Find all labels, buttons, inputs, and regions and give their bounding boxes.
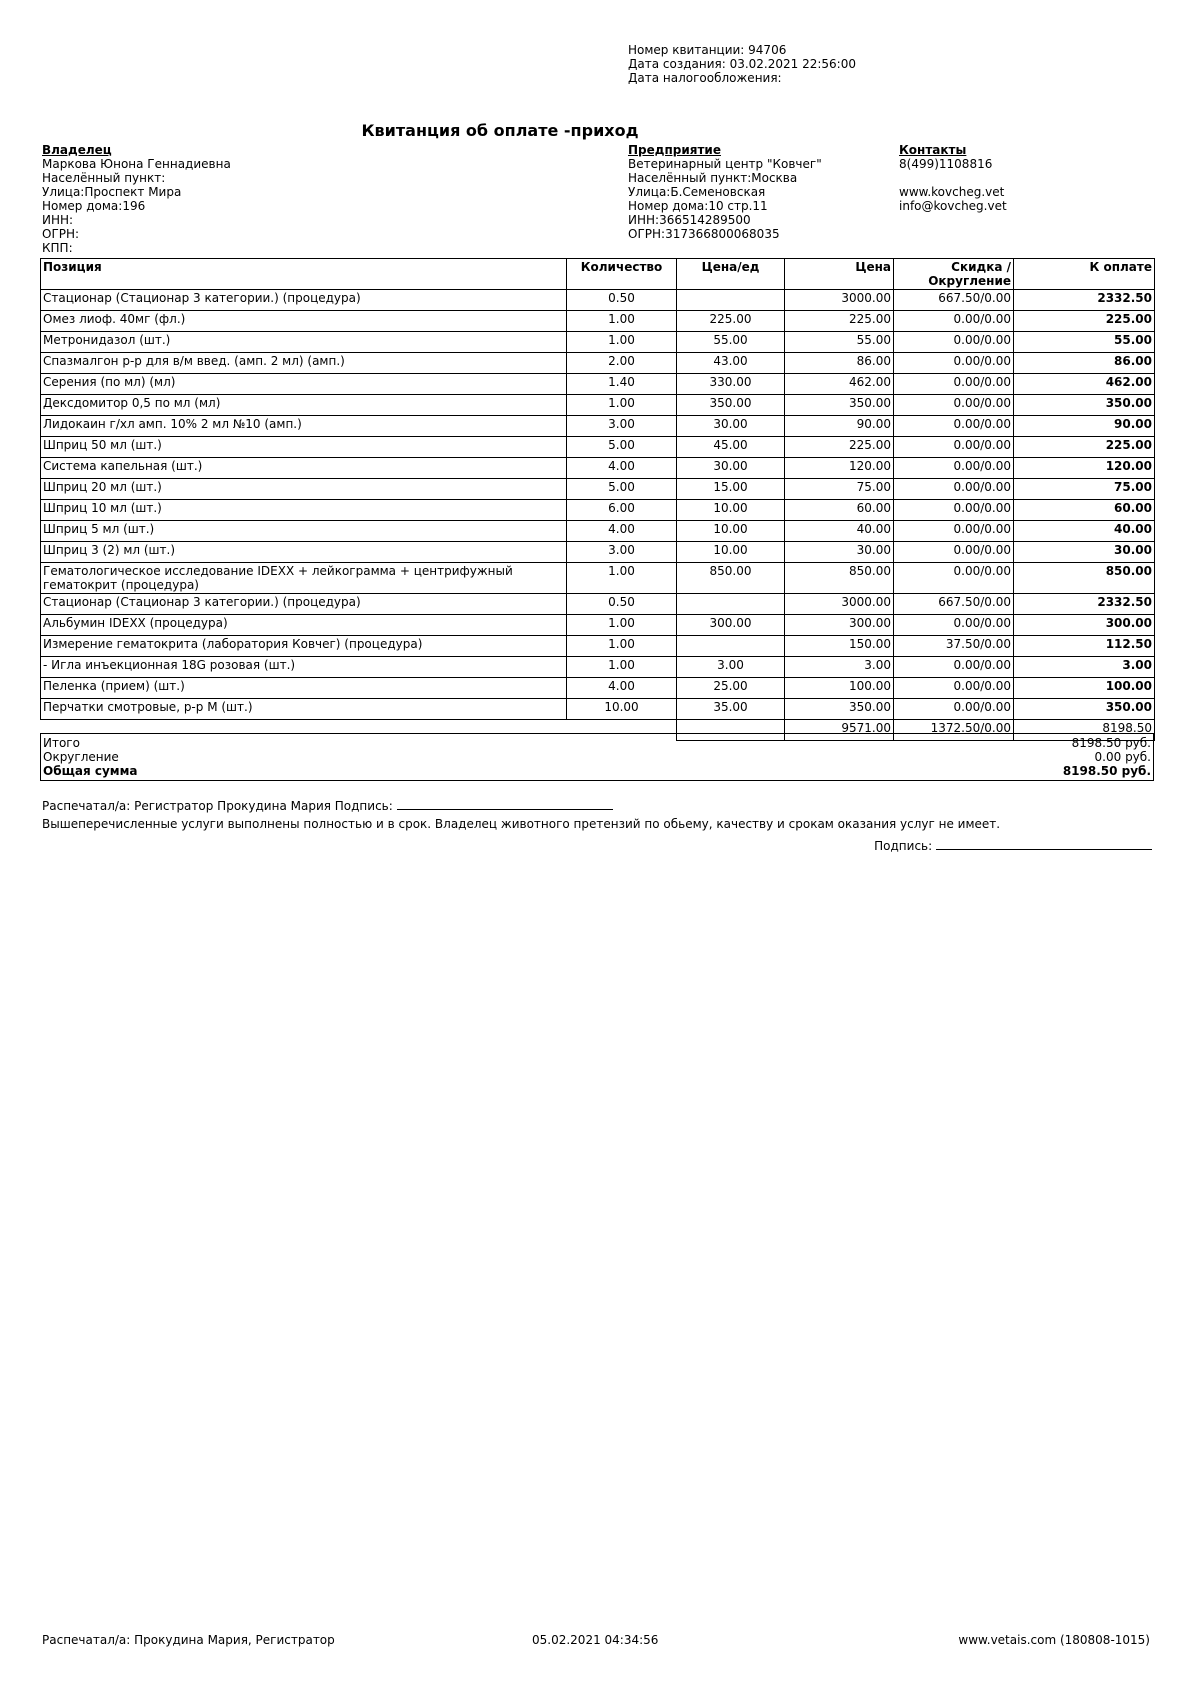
cell-to-pay: 55.00 [1014, 332, 1155, 353]
cell-price: 225.00 [785, 437, 894, 458]
totals-discount: 1372.50/0.00 [894, 720, 1014, 741]
table-row [41, 479, 1155, 500]
col-position: Позиция [41, 259, 567, 290]
cell-position: Шприц 20 мл (шт.) [41, 479, 567, 500]
cell-discount: 0.00/0.00 [894, 332, 1014, 353]
cell-to-pay: 2332.50 [1014, 290, 1155, 311]
footer-printed-by: Распечатал/а: Прокудина Мария, Регистратор [42, 1633, 335, 1647]
cell-quantity: 1.00 [567, 395, 677, 416]
owner-house: Номер дома:196 [42, 199, 146, 213]
printed-by-line [42, 797, 613, 813]
rounding-value: 0.00 руб. [1094, 750, 1151, 764]
cell-quantity: 1.00 [567, 563, 677, 594]
cell-unit-price [677, 290, 785, 311]
cell-to-pay: 112.50 [1014, 636, 1155, 657]
cell-discount: 0.00/0.00 [894, 657, 1014, 678]
cell-to-pay: 40.00 [1014, 521, 1155, 542]
cell-price: 462.00 [785, 374, 894, 395]
cell-to-pay: 90.00 [1014, 416, 1155, 437]
cell-to-pay: 100.00 [1014, 678, 1155, 699]
cell-unit-price: 10.00 [677, 500, 785, 521]
cell-price: 60.00 [785, 500, 894, 521]
cell-quantity: 4.00 [567, 521, 677, 542]
cell-position: Дексдомитор 0,5 по мл (мл) [41, 395, 567, 416]
cell-to-pay: 60.00 [1014, 500, 1155, 521]
cell-discount: 0.00/0.00 [894, 416, 1014, 437]
cell-unit-price: 55.00 [677, 332, 785, 353]
cell-position: Шприц 50 мл (шт.) [41, 437, 567, 458]
cell-position: Гематологическое исследование IDEXX + лейкограмма + центрифужный гематокрит (процедура) [41, 563, 567, 594]
cell-to-pay: 225.00 [1014, 311, 1155, 332]
cell-price: 350.00 [785, 699, 894, 720]
summary-subtotal [43, 736, 1151, 750]
cell-discount: 667.50/0.00 [894, 594, 1014, 615]
cell-price: 90.00 [785, 416, 894, 437]
items-body [41, 290, 1155, 720]
cell-quantity: 10.00 [567, 699, 677, 720]
cell-discount: 0.00/0.00 [894, 500, 1014, 521]
owner-kpp: КПП: [42, 241, 73, 255]
document-title: Квитанция об оплате -приход [361, 121, 639, 140]
owner-name: Маркова Юнона Геннадиевна [42, 157, 231, 171]
cell-position: Серения (по мл) (мл) [41, 374, 567, 395]
cell-discount: 37.50/0.00 [894, 636, 1014, 657]
totals-price: 9571.00 [785, 720, 894, 741]
footer-site: www.vetais.com (180808-1015) [958, 1633, 1150, 1647]
cell-to-pay: 2332.50 [1014, 594, 1155, 615]
cell-price: 3000.00 [785, 290, 894, 311]
col-to-pay: К оплате [1014, 259, 1155, 290]
table-row [41, 332, 1155, 353]
cell-quantity: 3.00 [567, 416, 677, 437]
contacts-section [899, 143, 1007, 213]
table-row [41, 353, 1155, 374]
cell-position: Спазмалгон р-р для в/м введ. (амп. 2 мл) (амп.) [41, 353, 567, 374]
table-row [41, 699, 1155, 720]
cell-quantity: 6.00 [567, 500, 677, 521]
cell-quantity: 5.00 [567, 479, 677, 500]
cell-to-pay: 75.00 [1014, 479, 1155, 500]
owner-locality: Населённый пункт: [42, 171, 166, 185]
subtotal-label: Итого [43, 736, 80, 750]
cell-unit-price: 25.00 [677, 678, 785, 699]
cell-quantity: 2.00 [567, 353, 677, 374]
cell-unit-price: 45.00 [677, 437, 785, 458]
cell-to-pay: 300.00 [1014, 615, 1155, 636]
table-row [41, 500, 1155, 521]
table-row [41, 395, 1155, 416]
cell-discount: 0.00/0.00 [894, 542, 1014, 563]
cell-unit-price: 35.00 [677, 699, 785, 720]
grand-total-value: 8198.50 руб. [1062, 764, 1151, 778]
owner-heading: Владелец [42, 143, 112, 157]
summary-rounding [43, 750, 1151, 764]
table-row [41, 678, 1155, 699]
col-discount: Скидка / Округление [894, 259, 1014, 290]
creation-date: Дата создания: 03.02.2021 22:56:00 [628, 57, 856, 71]
cell-to-pay: 850.00 [1014, 563, 1155, 594]
enterprise-inn: ИНН:366514289500 [628, 213, 751, 227]
cell-discount: 0.00/0.00 [894, 699, 1014, 720]
cell-position: Омез лиоф. 40мг (фл.) [41, 311, 567, 332]
cell-discount: 0.00/0.00 [894, 615, 1014, 636]
cell-discount: 0.00/0.00 [894, 395, 1014, 416]
cell-quantity: 1.00 [567, 636, 677, 657]
cell-position: Шприц 10 мл (шт.) [41, 500, 567, 521]
cell-price: 40.00 [785, 521, 894, 542]
cell-quantity: 4.00 [567, 678, 677, 699]
cell-price: 225.00 [785, 311, 894, 332]
table-row [41, 374, 1155, 395]
table-row [41, 615, 1155, 636]
owner-street: Улица:Проспект Мира [42, 185, 182, 199]
table-row [41, 311, 1155, 332]
cell-quantity: 1.00 [567, 332, 677, 353]
service-statement: Вышеперечисленные услуги выполнены полностью и в срок. Владелец животного претензий по обьему, качеству и срокам оказания услуг не имеет. [42, 817, 1001, 831]
printed-by-text: Распечатал/а: Регистратор Прокудина Мария Подпись: [42, 799, 393, 813]
cell-discount: 0.00/0.00 [894, 374, 1014, 395]
rounding-label: Округление [43, 750, 119, 764]
table-row [41, 657, 1155, 678]
cell-quantity: 5.00 [567, 437, 677, 458]
cell-price: 55.00 [785, 332, 894, 353]
cell-position: Система капельная (шт.) [41, 458, 567, 479]
table-row [41, 458, 1155, 479]
cell-price: 3000.00 [785, 594, 894, 615]
cell-discount: 667.50/0.00 [894, 290, 1014, 311]
cell-to-pay: 120.00 [1014, 458, 1155, 479]
cell-position: Измерение гематокрита (лаборатория Ковчег) (процедура) [41, 636, 567, 657]
cell-to-pay: 225.00 [1014, 437, 1155, 458]
tax-date: Дата налогообложения: [628, 71, 782, 85]
cell-price: 300.00 [785, 615, 894, 636]
cell-to-pay: 86.00 [1014, 353, 1155, 374]
table-row [41, 636, 1155, 657]
cell-unit-price: 15.00 [677, 479, 785, 500]
owner-ogrn: ОГРН: [42, 227, 80, 241]
cell-position: Стационар (Стационар 3 категории.) (процедура) [41, 290, 567, 311]
subtotal-value: 8198.50 руб. [1071, 736, 1151, 750]
grand-total-label: Общая сумма [43, 764, 138, 778]
cell-to-pay: 462.00 [1014, 374, 1155, 395]
owner-section [42, 143, 231, 255]
contact-phone: 8(499)1108816 [899, 157, 993, 171]
cell-price: 350.00 [785, 395, 894, 416]
cell-unit-price: 3.00 [677, 657, 785, 678]
table-row [41, 542, 1155, 563]
cell-quantity: 1.40 [567, 374, 677, 395]
cell-position: Лидокаин г/хл амп. 10% 2 мл №10 (амп.) [41, 416, 567, 437]
cell-to-pay: 30.00 [1014, 542, 1155, 563]
cell-to-pay: 350.00 [1014, 395, 1155, 416]
table-header-row [41, 259, 1155, 290]
col-unit-price: Цена/ед [677, 259, 785, 290]
cell-price: 86.00 [785, 353, 894, 374]
cell-quantity: 4.00 [567, 458, 677, 479]
contacts-heading: Контакты [899, 143, 967, 157]
cell-position: - Игла инъекционная 18G розовая (шт.) [41, 657, 567, 678]
cell-position: Шприц 3 (2) мл (шт.) [41, 542, 567, 563]
col-price: Цена [785, 259, 894, 290]
owner-inn: ИНН: [42, 213, 74, 227]
cell-position: Стационар (Стационар 3 категории.) (процедура) [41, 594, 567, 615]
cell-price: 150.00 [785, 636, 894, 657]
receipt-meta [628, 43, 856, 85]
cell-discount: 0.00/0.00 [894, 563, 1014, 594]
owner-signature [874, 837, 1152, 853]
cell-unit-price: 300.00 [677, 615, 785, 636]
cell-unit-price: 30.00 [677, 416, 785, 437]
cell-discount: 0.00/0.00 [894, 437, 1014, 458]
enterprise-ogrn: ОГРН:317366800068035 [628, 227, 780, 241]
enterprise-heading: Предприятие [628, 143, 721, 157]
cell-unit-price: 330.00 [677, 374, 785, 395]
cell-quantity: 1.00 [567, 311, 677, 332]
summary-grand-total [43, 764, 1151, 778]
cell-unit-price: 225.00 [677, 311, 785, 332]
table-row [41, 594, 1155, 615]
cell-discount: 0.00/0.00 [894, 353, 1014, 374]
owner-signature-label: Подпись: [874, 839, 933, 853]
cell-quantity: 1.00 [567, 615, 677, 636]
items-table [40, 258, 1155, 741]
table-row [41, 563, 1155, 594]
cell-unit-price: 30.00 [677, 458, 785, 479]
enterprise-name: Ветеринарный центр "Ковчег" [628, 157, 822, 171]
cell-discount: 0.00/0.00 [894, 678, 1014, 699]
cell-position: Перчатки смотровые, р-р М (шт.) [41, 699, 567, 720]
cell-price: 120.00 [785, 458, 894, 479]
contact-spacer [899, 171, 1007, 185]
contact-email: info@kovcheg.vet [899, 199, 1007, 213]
enterprise-street: Улица:Б.Семеновская [628, 185, 766, 199]
cell-price: 3.00 [785, 657, 894, 678]
cell-price: 75.00 [785, 479, 894, 500]
cell-price: 850.00 [785, 563, 894, 594]
cell-position: Шприц 5 мл (шт.) [41, 521, 567, 542]
cell-discount: 0.00/0.00 [894, 458, 1014, 479]
table-row [41, 290, 1155, 311]
cell-position: Пеленка (прием) (шт.) [41, 678, 567, 699]
totals-to-pay: 8198.50 [1014, 720, 1155, 741]
cell-unit-price: 10.00 [677, 521, 785, 542]
cell-position: Метронидазол (шт.) [41, 332, 567, 353]
table-row [41, 521, 1155, 542]
cell-to-pay: 3.00 [1014, 657, 1155, 678]
owner-signature-line [936, 837, 1152, 850]
cell-quantity: 0.50 [567, 594, 677, 615]
footer-datetime: 05.02.2021 04:34:56 [532, 1633, 659, 1647]
enterprise-locality: Населённый пункт:Москва [628, 171, 798, 185]
cell-unit-price: 350.00 [677, 395, 785, 416]
cell-unit-price: 10.00 [677, 542, 785, 563]
cell-price: 100.00 [785, 678, 894, 699]
cell-unit-price [677, 594, 785, 615]
cell-unit-price: 43.00 [677, 353, 785, 374]
cell-unit-price [677, 636, 785, 657]
enterprise-house: Номер дома:10 стр.11 [628, 199, 768, 213]
cell-discount: 0.00/0.00 [894, 311, 1014, 332]
cell-quantity: 1.00 [567, 657, 677, 678]
receipt-number: Номер квитанции: 94706 [628, 43, 787, 57]
cell-price: 30.00 [785, 542, 894, 563]
contact-website: www.kovcheg.vet [899, 185, 1005, 199]
cell-discount: 0.00/0.00 [894, 521, 1014, 542]
col-quantity: Количество [567, 259, 677, 290]
cell-to-pay: 350.00 [1014, 699, 1155, 720]
cell-position: Альбумин IDEXX (процедура) [41, 615, 567, 636]
cell-unit-price: 850.00 [677, 563, 785, 594]
cell-discount: 0.00/0.00 [894, 479, 1014, 500]
table-row [41, 437, 1155, 458]
table-row [41, 416, 1155, 437]
registrar-signature-line [397, 797, 613, 810]
cell-quantity: 0.50 [567, 290, 677, 311]
summary-box [40, 733, 1154, 781]
enterprise-section [628, 143, 822, 241]
cell-quantity: 3.00 [567, 542, 677, 563]
